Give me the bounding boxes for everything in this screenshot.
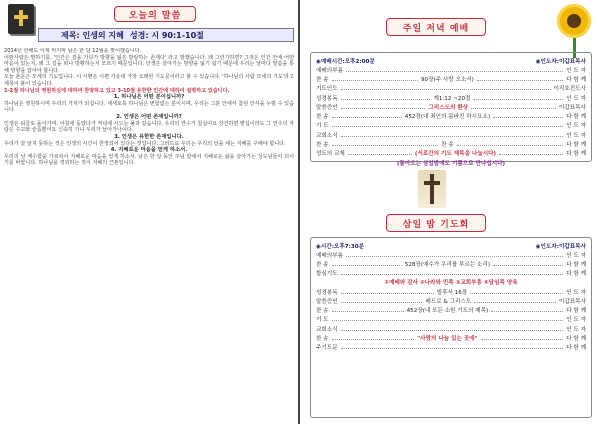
sermon-paragraph-highlight: 1-2절 하나님의 영원하심에 대하여 찬양하고 있고 3-10절 유한한 인간에 대하여 설명하고 있습니다.	[4, 87, 230, 94]
order-row	[316, 84, 586, 93]
order-row-label: 말씀증언	[316, 104, 338, 111]
order-row	[316, 130, 586, 139]
order-row-leader: 이갑표목사	[558, 104, 586, 111]
order-row-content: 그리스도의 환상	[428, 104, 469, 111]
sermon-section-title-text: 오늘의 말씀	[128, 10, 182, 21]
sermon-body	[4, 48, 294, 418]
order-row	[316, 93, 586, 102]
sermon-subheading: 1. 하나님은 어떤 분이십니까?	[113, 94, 185, 101]
order-row	[316, 139, 586, 148]
order-row-leader: 다 함 께	[566, 151, 586, 158]
sermon-paragraph: 우리의 날 계수함을 가르치사 지혜로운 마음을 얻게 하소서. 남은 한 달 동안 주님 앞에서 지혜로운 삶을 살아가는 성도님들이 되시기를 바랍니다. 하나님을 경외하는 것이 지혜의 근본입니다.	[4, 154, 294, 167]
order-row-label: 기 도	[316, 317, 329, 324]
dotted-leader	[471, 105, 556, 109]
dotted-leader	[341, 96, 431, 100]
order-row	[316, 149, 586, 158]
order-row-leader: 인 도 자	[566, 123, 586, 130]
order-row-leader: 이갑표목사	[558, 298, 586, 305]
order-row	[316, 250, 586, 259]
dotted-leader	[332, 317, 564, 321]
dotted-leader	[332, 114, 402, 118]
wednesday-order-header	[316, 241, 586, 250]
sermon-paragraph: 우리가 잘 알지 못하는 것은 인생의 시간이 한정되어 있다는 것입니다. 그러므로 우리는 우리의 날을 세는 지혜를 구해야 합니다.	[4, 140, 286, 147]
order-row-label: 예배의부름	[316, 252, 344, 259]
sermon-paragraph: 인생은 티끌로 돌아가며, 아침에 돋았다가 저녁에 시드는 풀과 같습니다. 우리의 연수가 칠십이요 강건하면 팔십이라도 그 연수의 자랑은 수고와 슬픔뿐이요 신속히 가니 우리가 날아가나이다.	[4, 120, 294, 134]
order-row-label: 기도인도	[316, 86, 338, 93]
worship-panel	[302, 0, 600, 424]
bible-icon	[8, 4, 34, 34]
dotted-leader	[341, 133, 564, 137]
order-row-content: (서로간의 기도 제목을 나눕시다)	[414, 151, 497, 158]
order-row-label: 찬 송	[316, 142, 329, 149]
order-row-leader: 인 도 자	[566, 326, 586, 333]
order-row	[316, 269, 586, 278]
order-row-leader: 다 함 께	[566, 336, 586, 343]
order-row-content: 452장(내 죄인의 몸바친 하시요소)	[404, 114, 491, 121]
order-row	[316, 305, 586, 314]
order-row	[316, 102, 586, 111]
sermon-paragraph: 오늘 본문은 모세의 기도입니다. 이 시편은 시편 가운데 가장 오래된 기도문이라고 할 수 있습니다. '하나님의 사람 모세의 기도'라고 제목이 붙어 있습니다.	[4, 74, 294, 87]
wednesday-time: ◉시간:오후7:30분	[316, 243, 365, 250]
order-row-content: "사랑의 나눔 있는 곳에"	[417, 336, 478, 343]
order-row-label: 주기도문	[316, 345, 338, 352]
order-row	[316, 324, 586, 333]
sermon-paragraph: 어떤사람은 말하기를, '인간은 걸을 가다가 방향을 잃은 방랑하는 존재다' 라고 말했습니다. 왜 그런가하면? 그것은 인간 안에 어떤 마음이 있는지, 왜 그 길을 떠나 방황하는지 모르기 때문입니다. 인생은 살아가는 방향을 잃기 쉽기 때문에 우리는 날마다 말씀을 통해 방향을 잡아야 합니다.	[4, 54, 294, 74]
order-row-leader: 인 도 자	[566, 67, 586, 74]
order-row-label: 교회소식	[316, 326, 338, 333]
dotted-leader	[477, 77, 563, 81]
wednesday-leader: ◉인도자:이갑표목사	[535, 243, 586, 250]
sermon-title: 제목: 인생의 지혜	[61, 30, 124, 40]
order-row-label: 기 도	[316, 123, 329, 130]
order-row-label: 성경봉독	[316, 289, 338, 296]
order-row-label: 교회소식	[316, 132, 338, 139]
order-row-label: 찬 송	[316, 261, 329, 268]
sermon-info-bar	[38, 28, 294, 42]
order-row-label: 찬 송	[316, 308, 329, 315]
dotted-leader	[493, 262, 563, 266]
order-row-leader: 인 도 자	[566, 252, 586, 259]
order-row	[316, 111, 586, 120]
order-row	[316, 287, 586, 296]
sermon-section-title	[114, 6, 196, 22]
order-row	[316, 296, 586, 305]
order-row-content: 베드로 & 그리스도	[425, 298, 472, 305]
order-row-leader: 다 함 께	[566, 142, 586, 149]
order-row	[316, 74, 586, 83]
dotted-leader	[493, 114, 563, 118]
sunday-order-rows	[316, 65, 586, 158]
order-row-label: 찬 송	[316, 114, 329, 121]
order-row-leader: 인 도 자	[566, 95, 587, 102]
order-row-content: 528장(예수가 우리를 부르는 소리)	[404, 261, 491, 268]
wednesday-service-title: 삼일 밤 기도회	[386, 214, 486, 232]
dotted-leader	[341, 290, 434, 294]
order-row-label: 성도의 교제	[316, 151, 345, 158]
dotted-leader	[470, 290, 563, 294]
order-row-label: 말씀증언	[316, 298, 338, 305]
sunday-time: ◉예배시간:오후2:00분	[316, 58, 375, 65]
dotted-leader	[332, 123, 564, 127]
wednesday-order-rows	[316, 250, 586, 278]
sunflower-icon	[557, 4, 591, 38]
order-row-leader: 인 도 자	[566, 289, 587, 296]
order-row	[316, 121, 586, 130]
order-row-label: 성경봉독	[316, 95, 338, 102]
page-divider	[298, 0, 300, 424]
dotted-leader	[491, 308, 563, 312]
order-row-content: 계1:12 ~20절	[433, 95, 471, 102]
sermon-subheading: 2. 인생은 어떤 존재입니까?	[116, 114, 182, 121]
dotted-leader	[457, 142, 564, 146]
order-row	[316, 315, 586, 324]
order-row-leader: 다 함 께	[566, 271, 586, 278]
sunday-service-title: 주일 저녁 예배	[386, 18, 486, 36]
dotted-leader	[341, 271, 564, 275]
dotted-leader	[473, 96, 563, 100]
sermon-subheading: 3. 인생은 유한한 존재입니다.	[114, 133, 184, 140]
sermon-paragraph: 하나님은 영원하시며 우리의 거처가 되십니다. 세세토록 하나님은 변함없는 분이시며, 우리는 그분 안에서 참된 안식을 누릴 수 있습니다.	[4, 101, 294, 114]
sermon-paragraph: 2014년 한해도 이제 마지막 남은 한 달 12월을 맞이했습니다.	[4, 48, 142, 54]
sunday-footer: (돌아오는 삼일밤에도 기쁨으로 만나십시다)	[396, 160, 506, 167]
sunday-leader: ◉인도자:이갑표목사	[535, 58, 586, 65]
dotted-leader	[346, 68, 563, 72]
order-row-leader: 다 함 께	[566, 345, 586, 352]
dotted-leader	[474, 299, 556, 303]
cross-icon	[418, 170, 446, 208]
order-row-leader: 인 도 자	[566, 317, 586, 324]
order-row-content: 찬 송	[441, 142, 454, 149]
dotted-leader	[332, 308, 404, 312]
order-row-content: 90장(주 사랑 오소서)	[420, 76, 474, 83]
dotted-leader	[499, 151, 563, 155]
dotted-leader	[348, 151, 412, 155]
order-row	[316, 343, 586, 352]
wednesday-order-rows-2	[316, 287, 586, 352]
order-row-leader: 이직호전도사	[553, 86, 586, 93]
wednesday-order	[310, 237, 592, 418]
order-row-label: 찬 송	[316, 76, 329, 83]
sermon-scripture: 성경: 시 90:1-10절	[129, 30, 204, 40]
sunday-order	[310, 52, 592, 167]
dotted-leader	[341, 86, 551, 90]
dotted-leader	[481, 336, 564, 340]
sermon-subheading: 4. 지혜로운 마음을 얻게 하소서.	[110, 147, 188, 154]
order-row-label: 찬 송	[316, 336, 329, 343]
dotted-leader	[341, 299, 423, 303]
order-row	[316, 259, 586, 268]
order-row	[316, 333, 586, 342]
order-row-leader: 다 함 께	[566, 76, 586, 83]
order-row-leader: 다 함 께	[566, 308, 586, 315]
dotted-leader	[346, 253, 563, 257]
order-row-label: 합심기도	[316, 271, 338, 278]
order-row-content: 빌후서 16장	[436, 289, 468, 296]
sunday-order-header	[316, 56, 586, 65]
dotted-leader	[332, 77, 418, 81]
order-row-label: 예배의부름	[316, 67, 344, 74]
dotted-leader	[332, 262, 402, 266]
dotted-leader	[341, 345, 564, 349]
order-row-leader: 인 도 자	[566, 132, 586, 139]
dotted-leader	[341, 327, 564, 331]
prayer-topics: ①예배와 감사 ②나라와 민족 ③교회부흥 ④담임목 양육	[384, 280, 518, 287]
sermon-panel	[0, 0, 298, 424]
dotted-leader	[341, 105, 426, 109]
order-row-leader: 다 함 께	[566, 261, 587, 268]
dotted-leader	[332, 336, 415, 340]
dotted-leader	[332, 142, 439, 146]
order-row-content: 452장(내 모든 소원 기도의 제목)	[406, 308, 489, 315]
order-row-leader: 다 함 께	[566, 114, 587, 121]
order-row	[316, 65, 586, 74]
